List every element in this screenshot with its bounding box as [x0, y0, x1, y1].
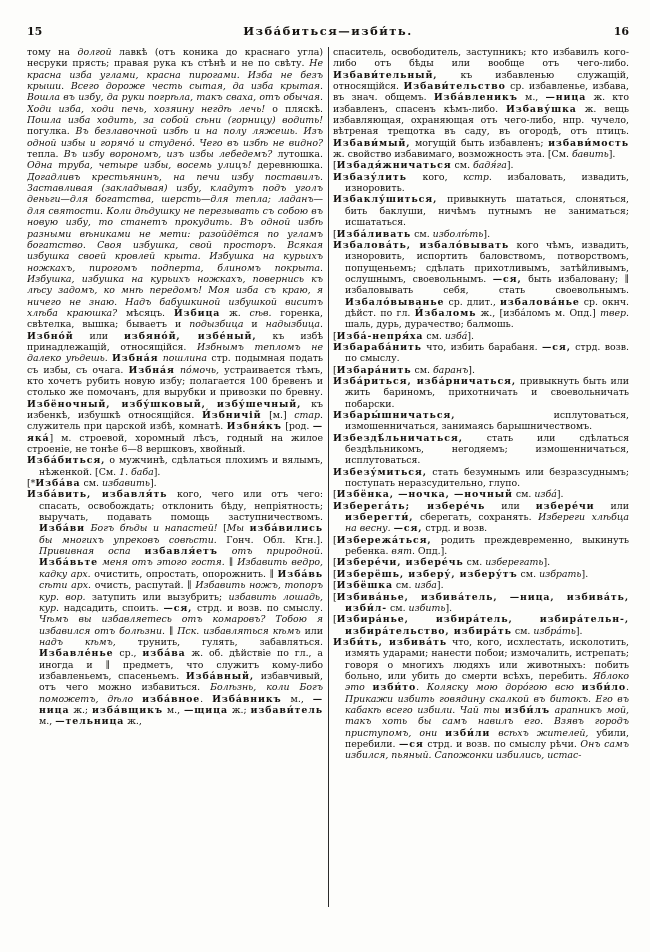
- headword-text: Избаклу́шиться,: [333, 194, 438, 206]
- definition-text: къ избавленью служащій, относящійся.: [333, 69, 629, 93]
- headword-text: изби́ло: [581, 682, 627, 694]
- example-text: Избнымъ тепломъ не далеко уѣдешь.: [27, 341, 323, 365]
- definition-text: привыкнуть быть или жить бариномъ, прихотничать и своевольничать побарски.: [345, 375, 629, 410]
- headword-text: Избалова́ть, избало́вывать: [333, 239, 510, 251]
- definition-text: служитель при царской избѣ, комнатѣ.: [27, 421, 227, 433]
- headword-text: И́збаломь: [414, 307, 477, 319]
- dictionary-paragraph: [333, 592, 629, 615]
- example-text: 1. баба: [119, 466, 154, 478]
- example-text: изба: [414, 580, 437, 592]
- definition-text: устраивается тѣмъ, кто хочетъ рубить новую избу; полагается 100 бревенъ и столько же помочанъ, для вырубки и привозки по бревну.: [27, 364, 323, 399]
- example-text: Не красна изба углами, красна пирогами. Изба не безъ крыши. Всего дороже честь сытая, да изба крытая. Вошла въ избу, да руки погрѣла, такъ сваха, отъ обычая. Ходи изба, ходи печь, хозяину негдѣ лечь!: [27, 58, 323, 115]
- running-title: Изба́биться—изби́ть.: [243, 24, 413, 38]
- definition-text: [*: [27, 478, 36, 490]
- definition-text: привыкнуть шататься, слоняться, бить баклуши, ничѣмъ путнымъ не заниматься; исшататься.: [345, 194, 629, 229]
- example-text: Прививная оспа: [39, 546, 145, 558]
- dictionary-paragraph: [333, 365, 629, 376]
- headword-text: Избало́выванье: [345, 296, 445, 308]
- definition-text: стр. подымная подать съ избы, съ очага.: [27, 353, 323, 376]
- example-text: изболѣ́ть: [432, 228, 484, 240]
- headword-text: избяно́й, избе́ный,: [123, 330, 257, 342]
- example-text: Богъ бѣды и напастей!: [85, 523, 218, 535]
- definition-text: къ избенкѣ, избушкѣ относящійся.: [27, 398, 323, 421]
- headword-text: Изба́ва: [35, 478, 81, 490]
- example-text: Одна труба, четыре избы, восемь улицъ!: [27, 160, 252, 172]
- dictionary-paragraph: [27, 47, 323, 455]
- definition-text: стрд. и возв. по смыслу рѣчи.: [423, 738, 581, 750]
- example-text: баранъ: [432, 364, 469, 376]
- example-text: избрать: [539, 568, 582, 580]
- example-text: всѣхъ жителей,: [490, 727, 589, 739]
- definition-text: кого,: [406, 171, 464, 183]
- headword-text: Избездѣ́льничаться,: [333, 432, 463, 444]
- definition-text: ж.;: [227, 704, 251, 716]
- headword-text: изба́вное: [142, 693, 201, 705]
- definition-text: родить преждевременно, выкинуть ребенка.: [345, 534, 629, 558]
- headword-text: Избаву́шка: [506, 103, 577, 115]
- left-column: [27, 47, 323, 913]
- definition-text: избаловать, извадить, изноровить.: [345, 171, 629, 195]
- definition-text: очисть, распутай. ∥: [91, 580, 196, 592]
- headword-text: Избере́чи, избере́чь: [336, 557, 464, 569]
- definition-text: см.: [423, 330, 445, 342]
- dictionary-paragraph: [333, 342, 629, 365]
- definition-text: ср. окнч. дѣйст. по гл.: [345, 296, 629, 319]
- headword-text: Избазу́лить: [333, 171, 407, 183]
- definition-text: погулка.: [27, 126, 76, 138]
- definition-text: ].: [483, 228, 491, 240]
- example-text: Мы: [226, 523, 250, 535]
- definition-text: ].: [556, 489, 564, 501]
- example-text: по́мочь,: [174, 364, 220, 376]
- headword-text: И́збица: [173, 307, 221, 319]
- headword-text: избалова́нье: [499, 296, 580, 308]
- headword-text: —яка́: [27, 421, 323, 444]
- definition-text: [203, 694, 212, 705]
- headword-text: избави́тель: [250, 704, 323, 716]
- headword-text: изби́то: [372, 682, 417, 694]
- example-text: .: [200, 693, 204, 705]
- headword-text: Изба́вникъ: [212, 693, 282, 705]
- definition-text: деревнюшка.: [251, 160, 323, 172]
- definition-text: ].: [149, 478, 157, 490]
- dictionary-paragraph: [333, 501, 629, 535]
- definition-text: очистить, опростать, опорожнить. ∥: [90, 568, 278, 580]
- definition-text: трунить, гулять, забавляться.: [115, 636, 323, 648]
- example-text: бавить: [571, 149, 609, 161]
- headword-text: Изба́ливать: [336, 228, 412, 240]
- definition-text: см.: [451, 160, 474, 172]
- dictionary-paragraph: [333, 240, 629, 331]
- headword-text: —ся: [399, 738, 424, 750]
- definition-text: или: [594, 500, 629, 512]
- definition-text: см.: [517, 568, 540, 580]
- example-text: Избавить ведро, кадку арх.: [39, 557, 323, 580]
- headword-text: Избёнка, —ночка, —ночный: [336, 489, 513, 501]
- headword-text: Изба́риться, изба́рничаться,: [333, 375, 517, 387]
- dictionary-paragraph: [333, 194, 629, 228]
- dictionary-paragraph: [333, 467, 629, 490]
- headword-text: И́збничій: [201, 410, 262, 421]
- headword-text: Изба́биться,: [27, 455, 106, 467]
- headword-text: Изба́-непря́ха: [336, 330, 424, 342]
- definition-text: [: [217, 523, 227, 535]
- example-text: Догадливъ крестьянинъ, на печи избу поставилъ. Заставливая (закладывая) избу, кладутъ подъ уголъ деньги—для богатства, шерсть—для тепла; ладанъ—для святости. Коли дѣдушку не перезывать съ собою въ новую избу, то станетъ прокудить. Въ одной избѣ разными вѣниками не мети: разойдётся по угламъ богатство. Своя избушка, свой просторъ. Всякая избушка своей кровлей крыта. Избушка на курьихъ ножкахъ, пирогомъ подперта, блиномъ покрыта. Избушка, избушка на курьихъ ножкахъ, повернись къ лѣсу задомъ, ко мнѣ передомъ! Моя изба съ краю, я ничего не знаю. Надъ бабушкиной избушкой виситъ хлѣба краюшка?: [27, 171, 323, 319]
- definition-text: ж., [изба́ломъ м. Опд.]: [476, 307, 601, 319]
- example-text: сѣти арх.: [39, 580, 91, 592]
- example-text: Пск. избавляться кѣмъ: [177, 625, 301, 637]
- example-text: изба́: [444, 330, 468, 342]
- headword-text: Изба́вный,: [185, 670, 255, 682]
- example-text: подызбица: [189, 319, 244, 331]
- example-text: бадя́га: [473, 160, 507, 172]
- definition-text: .: [320, 319, 323, 331]
- headword-text: —ся,: [541, 341, 571, 353]
- definition-text: или: [485, 500, 536, 512]
- headword-text: изба́вились: [249, 523, 323, 535]
- dictionary-paragraph: [333, 172, 629, 195]
- definition-text: къ избѣ принадлежащій, относящійся.: [27, 330, 323, 353]
- definition-text: см.: [387, 602, 409, 614]
- definition-text: ж.: [220, 307, 250, 319]
- page-header: [27, 24, 629, 38]
- headword-text: Избара́нить: [336, 364, 412, 376]
- example-text: Пошла изба ходить, за собой сѣни (горницу) водить!: [27, 115, 323, 127]
- headword-text: Изба́ви: [39, 523, 86, 535]
- example-text: Избереги хлѣбца на весну.: [345, 512, 629, 535]
- definition-text: что, избить барабаня.: [421, 341, 542, 353]
- definition-text: горенка, свѣтелка, вышка; бываетъ и: [27, 307, 323, 331]
- definition-text: [: [333, 591, 337, 603]
- headword-text: Избави́тельство: [403, 81, 506, 93]
- definition-text: кого, чего или отъ чего: спасать, освобождать; отклонить бѣду, непріятность; выручать, подавать помощь заступничествомъ.: [39, 489, 323, 524]
- definition-text: ].: [436, 580, 444, 592]
- headword-text: Избадя́жничаться: [336, 160, 452, 172]
- example-text: Онъ самъ избился, пьяный. Сапожонки избились, истас-: [345, 738, 629, 762]
- headword-text: Избива́нье, избива́тель, —ница, избива́ть, изби́л-: [336, 591, 629, 614]
- example-text: избавить лошадь, кур.: [39, 591, 323, 614]
- definition-text: исплутоваться, измошенничаться, занимаясь барышничествомъ.: [345, 410, 629, 433]
- example-text: бы многихъ упрековъ совѣсти.: [39, 534, 217, 546]
- example-text: стар.: [294, 410, 323, 421]
- definition-text: м.,: [39, 716, 56, 728]
- example-text: . Коляску мою доро́гою всю: [416, 682, 582, 694]
- left-page-number: 15: [27, 25, 43, 38]
- definition-text: лавкѣ (отъ коника до краснаго угла) несруки прясть; правая рука къ стѣнѣ и не по свѣту.: [27, 47, 323, 70]
- dictionary-paragraph: [333, 160, 629, 171]
- definition-text: что, кого, исхлестать, исколотить, измять ударами; нанести побои; измочалить, истрепать; говоря о многихъ людяхъ или животныхъ: побить больно, или убить до смерти всѣхъ, перебить.: [345, 636, 629, 682]
- headword-text: —ница: [545, 92, 587, 104]
- definition-text: надсадить, споить.: [59, 602, 164, 614]
- dictionary-paragraph: [27, 478, 323, 489]
- right-column: [333, 47, 629, 913]
- definition-text: ж.,: [124, 716, 142, 728]
- example-text: Въ избу ворономъ, изъ избы лебедемъ?: [63, 149, 273, 161]
- definition-text: и: [243, 319, 266, 331]
- headword-text: —ся,: [492, 273, 522, 285]
- definition-text: м.,: [162, 704, 184, 716]
- dictionary-paragraph: [333, 535, 629, 558]
- dictionary-paragraph: [333, 637, 629, 762]
- headword-text: Избна́я: [128, 364, 175, 376]
- definition-text: [: [333, 364, 337, 376]
- headword-text: —ся,: [163, 602, 193, 614]
- headword-text: Избави́тельный,: [333, 69, 438, 81]
- definition-text: [: [333, 160, 337, 172]
- headword-text: —ница: [39, 693, 323, 716]
- headword-text: изби́ли: [445, 727, 491, 739]
- headword-text: Избезу́миться,: [333, 466, 427, 478]
- dictionary-paragraph: [27, 455, 323, 478]
- example-text: Избавить ножъ, топоръ кур. вор.: [39, 580, 323, 603]
- definition-text: или: [73, 330, 124, 342]
- definition-text: Опд.].: [414, 546, 448, 558]
- headword-text: избавля́етъ: [144, 546, 218, 558]
- definition-text: шаль, дурь, дурачество; балмошь.: [345, 319, 514, 331]
- definition-text: убили, перебили.: [345, 727, 629, 750]
- dictionary-paragraph: [333, 47, 629, 160]
- headword-text: Избавле́нье: [39, 648, 114, 660]
- headword-text: Изба́вленикъ: [433, 92, 518, 104]
- definition-text: сберегать, сохранять.: [413, 512, 539, 524]
- definition-text: ].: [467, 330, 474, 342]
- definition-text: [: [333, 228, 337, 240]
- headword-text: изберегти́,: [345, 512, 414, 524]
- column-divider: [328, 47, 329, 907]
- definition-text: см.: [411, 228, 433, 240]
- headword-text: Избёночный, избу́шковый, избу́шечный,: [27, 398, 302, 410]
- headword-text: Избно́й: [27, 330, 74, 342]
- text-columns: [27, 47, 629, 913]
- definition-text: [: [333, 534, 337, 546]
- definition-text: см.: [511, 625, 534, 637]
- definition-text: см.: [392, 580, 415, 592]
- example-text: Болѣзнь, коли Богъ поможетъ, дѣло: [39, 682, 323, 705]
- definition-text: [: [333, 330, 337, 342]
- definition-text: мѣсяцъ.: [117, 307, 174, 319]
- definition-text: ].: [506, 160, 514, 172]
- example-text: арапникъ мой, такъ хоть бы самъ навилъ его. Взявъ городъ приступомъ, они: [345, 704, 629, 739]
- headword-text: избере́чи: [535, 500, 595, 512]
- dictionary-paragraph: [333, 614, 629, 637]
- definition-text: ∥: [224, 557, 238, 569]
- headword-text: Избня́къ: [226, 421, 282, 433]
- dictionary-paragraph: [333, 229, 629, 240]
- headword-text: изба́ва: [142, 648, 186, 660]
- headword-text: Изба́вь: [277, 568, 323, 580]
- headword-text: изби́лъ: [504, 704, 550, 716]
- headword-text: Изби́ть, избива́ть: [333, 636, 448, 648]
- definition-text: стать или сдѣлаться бездѣльникомъ, негодяемъ; измошенничаться, исплутоваться.: [345, 432, 629, 467]
- definition-text: ср.,: [113, 648, 143, 660]
- example-text: изба́: [534, 489, 557, 501]
- definition-text: стрд. возв. по смыслу.: [345, 341, 629, 365]
- example-text: меня отъ этого гостя.: [98, 557, 225, 569]
- example-text: пошлина: [158, 353, 208, 365]
- definition-text: кого чѣмъ, извадить, изноровить, испортить баловствомъ, потворствомъ, попущеньемъ; сдѣлать прихотливымъ, затѣйливымъ, ослушнымъ, своевольнымъ.: [345, 239, 629, 285]
- headword-text: избави́мость: [548, 137, 629, 149]
- definition-text: ж. вещь избавляющая, охраняющая отъ чего-либо, нпр. чучело, вѣтреная трещотка въ саду, въ огородѣ, отъ птицъ.: [333, 103, 629, 138]
- example-text: надъ кѣмъ,: [39, 636, 116, 648]
- definition-text: или: [300, 625, 323, 637]
- definition-text: ср. избавленье, избава, въ знач. общемъ.: [333, 81, 629, 104]
- example-text: изберегать: [485, 557, 544, 569]
- definition-text: лутошка.: [272, 149, 323, 161]
- definition-text: могущій быть избавленъ;: [410, 137, 549, 149]
- definition-text: ср. длит.,: [444, 296, 500, 308]
- definition-text: см.: [411, 364, 433, 376]
- example-text: Яблоко это: [345, 670, 629, 694]
- definition-text: м.,: [281, 693, 313, 705]
- dictionary-paragraph: [333, 376, 629, 410]
- headword-text: Изберёшь, изберу́, изберу́тъ: [336, 568, 518, 580]
- example-text: долгой: [77, 47, 112, 58]
- definition-text: м.,: [517, 92, 546, 104]
- definition-text: о пляскѣ.: [265, 103, 323, 115]
- definition-text: стать безумнымъ или безразсуднымъ; поступать неразсудительно, глупо.: [345, 466, 629, 490]
- definition-text: [: [333, 557, 337, 569]
- definition-text: см.: [512, 489, 535, 501]
- dictionary-paragraph: [333, 489, 629, 500]
- example-text: кстр.: [463, 171, 492, 183]
- example-text: . Прикажи избить говядину скалкой въ битокъ. Его въ кабакѣ всего избили. Чай ты: [345, 682, 629, 716]
- definition-text: см.: [463, 557, 486, 569]
- dictionary-paragraph: [333, 410, 629, 433]
- example-text: избить: [408, 602, 446, 614]
- example-text: отъ природной.: [217, 546, 323, 558]
- definition-text: ∥: [165, 625, 178, 637]
- definition-text: спаситель, освободитель, заступникъ; кто избавилъ кого-либо отъ бѣды или вообще отъ чего-либо.: [333, 47, 629, 70]
- definition-text: тепла.: [27, 149, 64, 161]
- headword-text: —щица: [183, 704, 228, 716]
- definition-text: ].: [445, 602, 453, 614]
- dictionary-paragraph: [333, 557, 629, 568]
- headword-text: Избараба́нить: [333, 341, 422, 353]
- definition-text: ].: [543, 557, 551, 569]
- example-text: твер.: [600, 307, 629, 319]
- headword-text: —тельница: [55, 716, 125, 728]
- definition-text: ж. кто избавленъ, спасенъ кѣмъ-либо.: [333, 92, 629, 115]
- definition-text: [: [333, 568, 337, 580]
- example-text: надызбица: [265, 319, 321, 331]
- definition-text: ].: [575, 625, 583, 637]
- headword-text: изба́вщикъ: [91, 704, 163, 716]
- definition-text: [: [333, 580, 337, 592]
- definition-text: стрд. и возв.: [422, 523, 488, 535]
- dictionary-paragraph: [27, 489, 323, 727]
- definition-text: см.: [80, 478, 103, 490]
- definition-text: ] м. строевой, хоромный лѣсъ, годный на жилое строеніе, не тонѣе 6—8 вершковъ, хвойный.: [27, 432, 323, 456]
- headword-text: Изберега́ть; избере́чь: [333, 500, 486, 512]
- definition-text: [род.: [281, 421, 313, 433]
- definition-text: о мужчинѣ, сдѣлаться плохимъ и вялымъ, нѣженкой. [См.: [39, 455, 323, 478]
- dictionary-paragraph: [333, 433, 629, 467]
- definition-text: [м.]: [261, 410, 295, 421]
- headword-text: Избира́нье, избира́тель, избира́тельн-, избира́тельство, избира́ть: [336, 614, 629, 637]
- definition-text: ].: [581, 568, 589, 580]
- definition-text: тому на: [27, 47, 78, 58]
- headword-text: Избёшка: [336, 580, 393, 592]
- definition-text: избавчивый, отъ чего можно избавиться.: [39, 670, 323, 694]
- definition-text: затупить или вызубрить;: [85, 591, 229, 603]
- dictionary-paragraph: [333, 569, 629, 580]
- headword-text: —ся,: [393, 523, 423, 535]
- definition-text: стрд. и возв. по смыслу.: [192, 602, 323, 614]
- example-text: сѣв.: [249, 307, 272, 319]
- headword-text: Изба́вить, избавля́ть: [27, 489, 168, 501]
- definition-text: [: [333, 489, 337, 501]
- definition-text: ж. свойство избавимаго, возможность эта. [См.: [333, 149, 572, 161]
- definition-text: ].: [153, 466, 161, 478]
- headword-text: Избережа́ться,: [336, 534, 432, 546]
- definition-text: ж. об. дѣйствіе по гл., а иногда и ∥ предметъ, что служитъ кому-либо избавленьемъ, спасеньемъ.: [39, 648, 323, 682]
- example-text: Въ безлавочной избѣ и на полу ляжешь. Изъ одной избы и горячо́ и студено́. Чего въ избѣ не видно?: [27, 126, 323, 149]
- definition-text: ].: [608, 149, 616, 161]
- definition-text: Гонч. Обл. Кгн.].: [216, 534, 323, 546]
- headword-text: Избна́я: [112, 353, 159, 365]
- example-text: вят.: [391, 546, 415, 558]
- headword-text: Избави́мый,: [333, 137, 411, 149]
- dictionary-paragraph: [333, 331, 629, 342]
- dictionary-paragraph: [333, 580, 629, 591]
- definition-text: быть избаловану; ∥ избаловывать себя, стать своевольнымъ.: [345, 273, 629, 297]
- right-page-number: 16: [613, 25, 629, 38]
- headword-text: Изба́вьте: [39, 557, 99, 569]
- headword-text: Избары́шничаться,: [333, 410, 456, 421]
- definition-text: ж.;: [69, 704, 92, 716]
- example-text: Чѣмъ вы избавляетесь отъ комаровъ? Тобою я избавился отъ болѣзни.: [39, 614, 323, 637]
- example-text: избра́ть: [533, 625, 576, 637]
- example-text: избавить: [102, 478, 150, 490]
- definition-text: [: [333, 614, 337, 626]
- definition-text: ].: [468, 364, 475, 376]
